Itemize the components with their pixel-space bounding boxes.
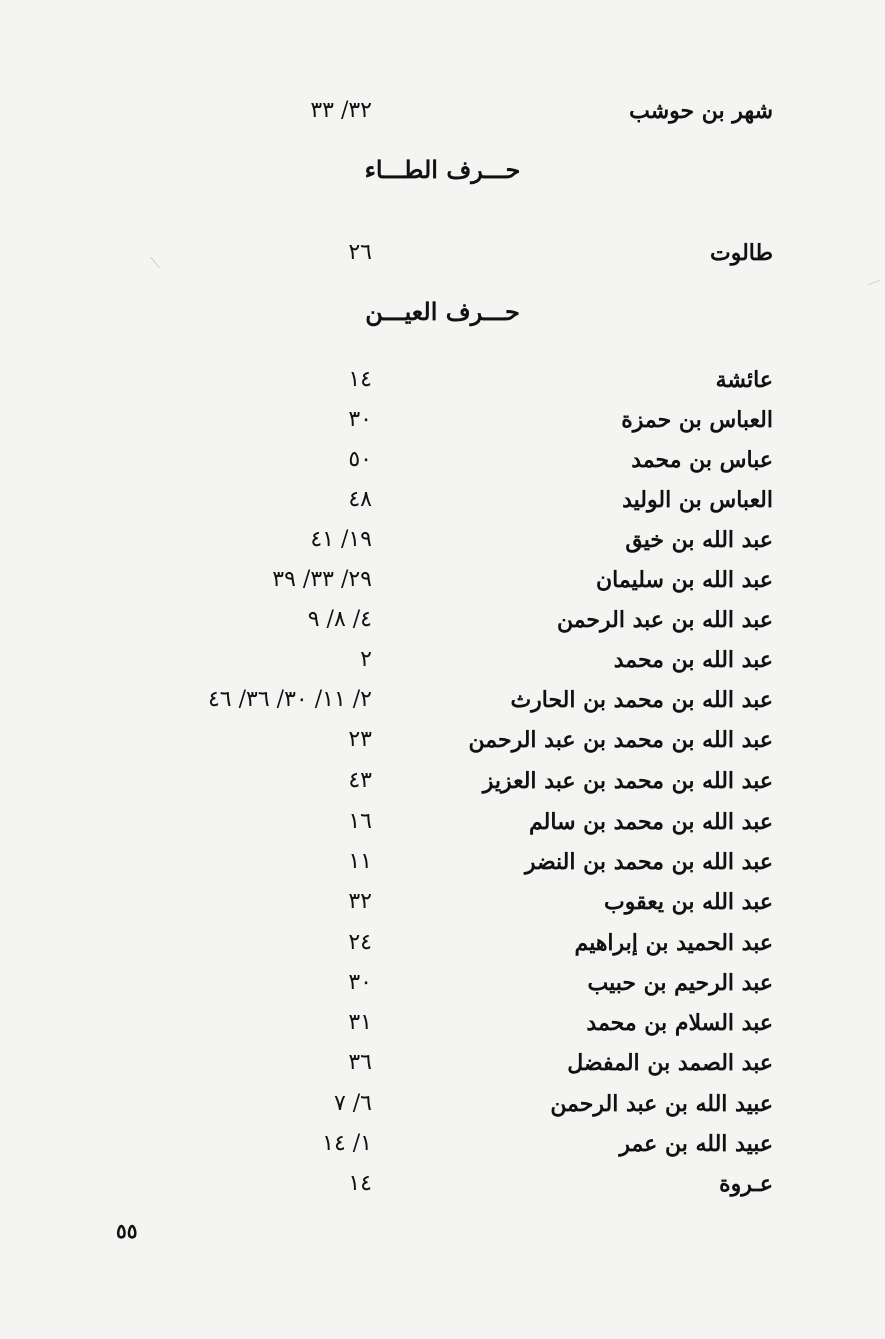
entry-page-refs: ١١	[348, 849, 372, 874]
entry-name: عبد السلام بن محمد	[586, 1010, 773, 1036]
entry-name: عبد الله بن سليمان	[596, 567, 773, 593]
entry-page-refs: ٣٠	[348, 407, 372, 432]
entry-name: عبيد الله بن عبد الرحمن	[550, 1091, 773, 1117]
entry-page-refs: ٢٦	[348, 240, 372, 265]
entry-page-refs: ٢	[360, 647, 372, 672]
entry-page-refs: ٤٨	[348, 487, 372, 512]
entry-name: عائشة	[715, 367, 773, 393]
entry-name: عـروة	[719, 1171, 773, 1197]
entry-page-refs: ١٤	[348, 367, 372, 392]
entry-page-refs: ١٩/ ٤١	[310, 527, 372, 552]
entry-page-refs: ٥٠	[348, 447, 372, 472]
entry-name: عبد الله بن محمد	[613, 647, 773, 673]
entry-page-refs: ٦/ ٧	[333, 1091, 372, 1116]
entry-name: عبد الصمد بن المفضل	[567, 1050, 773, 1076]
entry-name: عبيد الله بن عمر	[619, 1131, 773, 1157]
entry-name: عبد الله بن يعقوب	[604, 889, 773, 915]
entry-name: عباس بن محمد	[631, 447, 773, 473]
entry-name: طالوت	[710, 240, 773, 266]
entry-name: عبد الله بن محمد بن النضر	[524, 849, 773, 875]
entry-page-refs: ٢٤	[348, 930, 372, 955]
entry-name: عبد الله بن محمد بن سالم	[529, 809, 773, 835]
entry-name: شهر بن حوشب	[629, 98, 773, 124]
entry-page-refs: ٤٣	[348, 768, 372, 793]
entry-page-refs: ١٦	[348, 809, 372, 834]
entry-name: عبد الله بن عبد الرحمن	[556, 607, 773, 633]
entry-page-refs: ١/ ١٤	[322, 1131, 372, 1156]
entry-page-refs: ٢٣	[348, 727, 372, 752]
scan-mark	[150, 257, 160, 268]
entry-name: عبد الله بن محمد بن عبد العزيز	[482, 768, 773, 794]
entry-page-refs: ٣١	[348, 1010, 372, 1035]
entry-name: عبد الحميد بن إبراهيم	[574, 930, 773, 956]
entry-name: عبد الله بن خيق	[625, 527, 773, 553]
entry-name: عبد الله بن محمد بن الحارث	[510, 687, 773, 713]
entry-page-refs: ٣٢	[348, 889, 372, 914]
entry-name: عبد الرحيم بن حبيب	[587, 970, 773, 996]
entry-page-refs: ٤/ ٨/ ٩	[307, 607, 372, 632]
scan-mark	[868, 280, 880, 285]
entry-page-refs: ٣٢/ ٣٣	[310, 98, 372, 123]
entry-name: عبد الله بن محمد بن عبد الرحمن	[468, 727, 773, 753]
entry-page-refs: ٢٩/ ٣٣/ ٣٩	[272, 567, 372, 592]
entry-page-refs: ٣٠	[348, 970, 372, 995]
page-number: ٥٥	[116, 1219, 138, 1243]
entry-page-refs: ١٤	[348, 1171, 372, 1196]
section-heading-ta: حـــرف الطـــاء	[364, 155, 521, 184]
entry-page-refs: ٢/ ١١/ ٣٠/ ٣٦/ ٤٦	[207, 687, 372, 712]
entry-name: العباس بن الوليد	[622, 487, 773, 513]
entry-page-refs: ٣٦	[348, 1050, 372, 1075]
entry-name: العباس بن حمزة	[621, 407, 773, 433]
section-heading-ayn: حـــرف العيـــن	[365, 297, 520, 326]
